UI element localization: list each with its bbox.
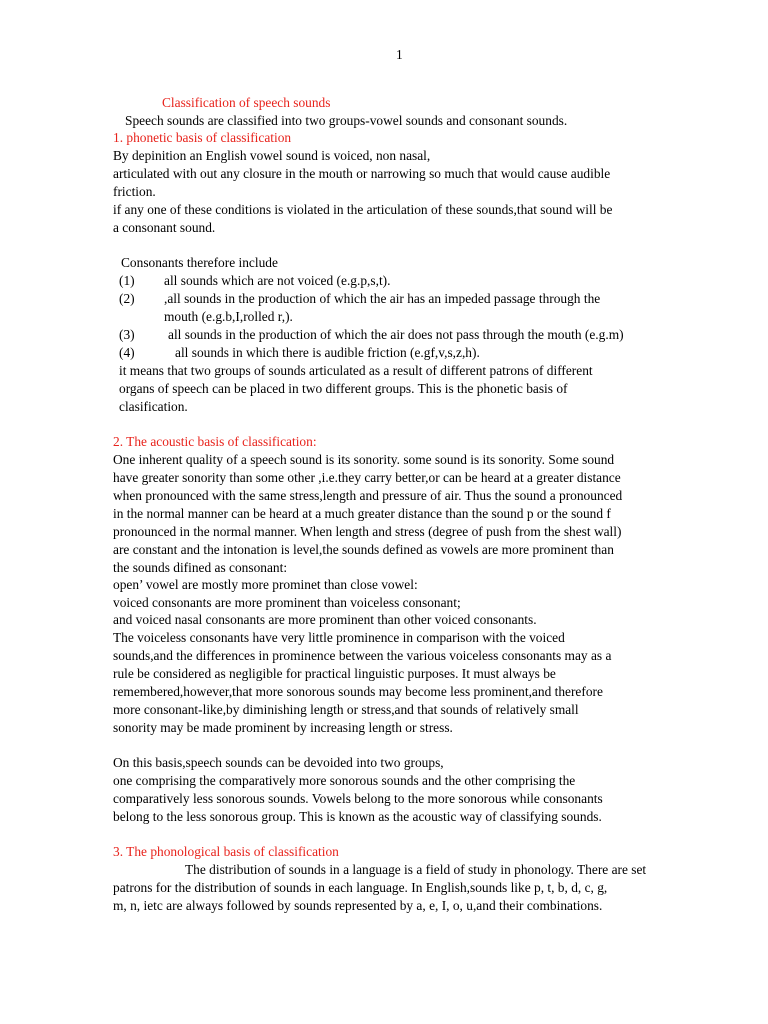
paragraph-line: organs of speech can be placed in two different groups. This is the phonetic basis of [119, 381, 568, 396]
paragraph-line: open’ vowel are mostly more prominet than close vowel: [113, 577, 418, 592]
paragraph-line: when pronounced with the same stress,length and pressure of air. Thus the sound a pronounced [113, 488, 623, 503]
paragraph-line: remembered,however,that more sonorous sounds may become less prominent,and therefore [113, 684, 603, 699]
consonants-intro: Consonants therefore include [121, 255, 278, 270]
paragraph-line: One inherent quality of a speech sound is its sonority. some sound is its sonority. Some sound [113, 452, 615, 467]
list-number: (3) [119, 327, 135, 342]
paragraph-line: sonority may be made prominent by increasing length or stress. [113, 720, 453, 735]
paragraph-line: The voiceless consonants have very little prominence in comparison with the voiced [113, 630, 565, 645]
paragraph-line: articulated with out any closure in the mouth or narrowing so much that would cause audible [113, 166, 611, 181]
paragraph-line: a consonant sound. [113, 220, 216, 235]
intro-text: Speech sounds are classified into two groups-vowel sounds and consonant sounds. [125, 113, 568, 128]
paragraph-line: pronounced in the normal manner. When length and stress (degree of push from the shest wall) [113, 524, 622, 539]
paragraph-line: The distribution of sounds in a language is a field of study in phonology. There are set [185, 862, 647, 877]
paragraph-line: the sounds difined as consonant: [113, 560, 288, 575]
list-number: (4) [119, 345, 135, 360]
paragraph-line: friction. [113, 184, 156, 199]
section1-heading: 1. phonetic basis of classification [113, 130, 292, 145]
paragraph-line: and voiced nasal consonants are more prominent than other voiced consonants. [113, 612, 537, 627]
paragraph-line: are constant and the intonation is level,the sounds defined as vowels are more prominent than [113, 542, 614, 557]
list-item-text: all sounds in which there is audible friction (e.gf,v,s,z,h). [175, 345, 480, 360]
paragraph-line: By depinition an English vowel sound is voiced, non nasal, [113, 148, 431, 163]
list-item-text: all sounds in the production of which the air does not pass through the mouth (e.g.m) [168, 327, 624, 342]
list-item-continuation: mouth (e.g.b,I,rolled r,). [164, 309, 293, 324]
paragraph-line: patrons for the distribution of sounds in each language. In English,sounds like p, t, b, d, c, g, [113, 880, 608, 895]
paragraph-line: voiced consonants are more prominent than voiceless consonant; [113, 595, 461, 610]
paragraph-line: it means that two groups of sounds articulated as a result of different patrons of different [119, 363, 593, 378]
document-title: Classification of speech sounds [162, 95, 331, 110]
paragraph-line: comparatively less sonorous sounds. Vowels belong to the more sonorous while consonants [113, 791, 603, 806]
section3-heading: 3. The phonological basis of classification [113, 844, 339, 859]
list-number: (1) [119, 273, 135, 288]
list-item-text: ,all sounds in the production of which the air has an impeded passage through the [164, 291, 601, 306]
paragraph-line: have greater sonority than some other ,i.e.they carry better,or can be heard at a greater distance [113, 470, 621, 485]
paragraph-line: sounds,and the differences in prominence between the various voiceless consonants may as a [113, 648, 612, 663]
paragraph-line: if any one of these conditions is violated in the articulation of these sounds,that sound will be [113, 202, 613, 217]
paragraph-line: m, n, ietc are always followed by sounds represented by a, e, I, o, u,and their combinations. [113, 898, 603, 913]
paragraph-line: rule be considered as negligible for practical linguistic purposes. It must always be [113, 666, 556, 681]
page-number: 1 [396, 47, 403, 62]
list-number: (2) [119, 291, 135, 306]
paragraph-line: one comprising the comparatively more sonorous sounds and the other comprising the [113, 773, 576, 788]
paragraph-line: belong to the less sonorous group. This is known as the acoustic way of classifying sounds. [113, 809, 602, 824]
section2-heading: 2. The acoustic basis of classification: [113, 434, 317, 449]
paragraph-line: in the normal manner can be heard at a much greater distance than the sound p or the sound f [113, 506, 611, 521]
paragraph-line: more consonant-like,by diminishing length or stress,and that sounds of relatively small [113, 702, 579, 717]
paragraph-line: On this basis,speech sounds can be devoided into two groups, [113, 755, 444, 770]
list-item-text: all sounds which are not voiced (e.g.p,s,t). [164, 273, 391, 288]
paragraph-line: clasification. [119, 399, 188, 414]
